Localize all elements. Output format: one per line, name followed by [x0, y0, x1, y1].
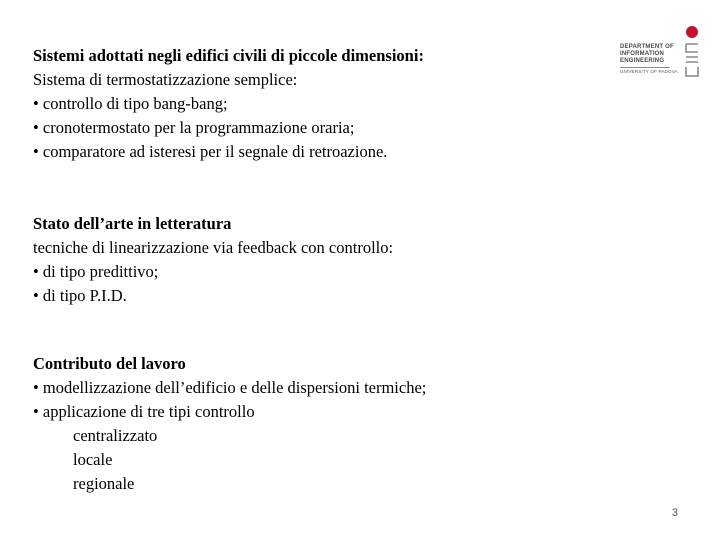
- bullet-item: • di tipo P.I.D.: [33, 286, 127, 305]
- section-state-of-the-art: [33, 212, 593, 308]
- page-number: 3: [671, 507, 678, 519]
- bullet-item: • controllo di tipo bang-bang;: [33, 94, 228, 113]
- section-subtitle: tecniche di linearizzazione via feedback con controllo:: [33, 238, 394, 257]
- logo-dot: [686, 26, 698, 38]
- section-contribution: [33, 352, 593, 496]
- section-title: Stato dell’arte in letteratura: [33, 214, 232, 233]
- logo-glyphs: [686, 44, 698, 76]
- bullet-item: • di tipo predittivo;: [33, 262, 159, 281]
- bullet-item: • comparatore ad isteresi per il segnale di retroazione.: [33, 142, 388, 161]
- logo-line: DEPARTMENT OF: [620, 44, 674, 50]
- unipd-logo-icon: [674, 24, 704, 80]
- logo-divider: [620, 67, 670, 68]
- section-title: Contributo del lavoro: [33, 354, 186, 373]
- bullet-item: • applicazione di tre tipi controllo: [33, 402, 255, 421]
- section-building-systems: [33, 44, 593, 164]
- bullet-item: • modellizzazione dell’edificio e delle dispersioni termiche;: [33, 378, 427, 397]
- department-logo: [614, 24, 704, 80]
- logo-line: INFORMATION: [620, 51, 665, 57]
- bullet-item: • cronotermostato per la programmazione oraria;: [33, 118, 355, 137]
- sub-item: centralizzato: [73, 426, 158, 445]
- sub-item: regionale: [73, 474, 135, 493]
- logo-line: ENGINEERING: [620, 58, 665, 64]
- sub-item: locale: [73, 450, 113, 469]
- section-title: Sistemi adottati negli edifici civili di piccole dimensioni:: [33, 46, 424, 65]
- section-subtitle: Sistema di termostatizzazione semplice:: [33, 70, 298, 89]
- logo-subline: UNIVERSITY OF PADOVA: [620, 69, 678, 74]
- logo-text: [620, 44, 678, 75]
